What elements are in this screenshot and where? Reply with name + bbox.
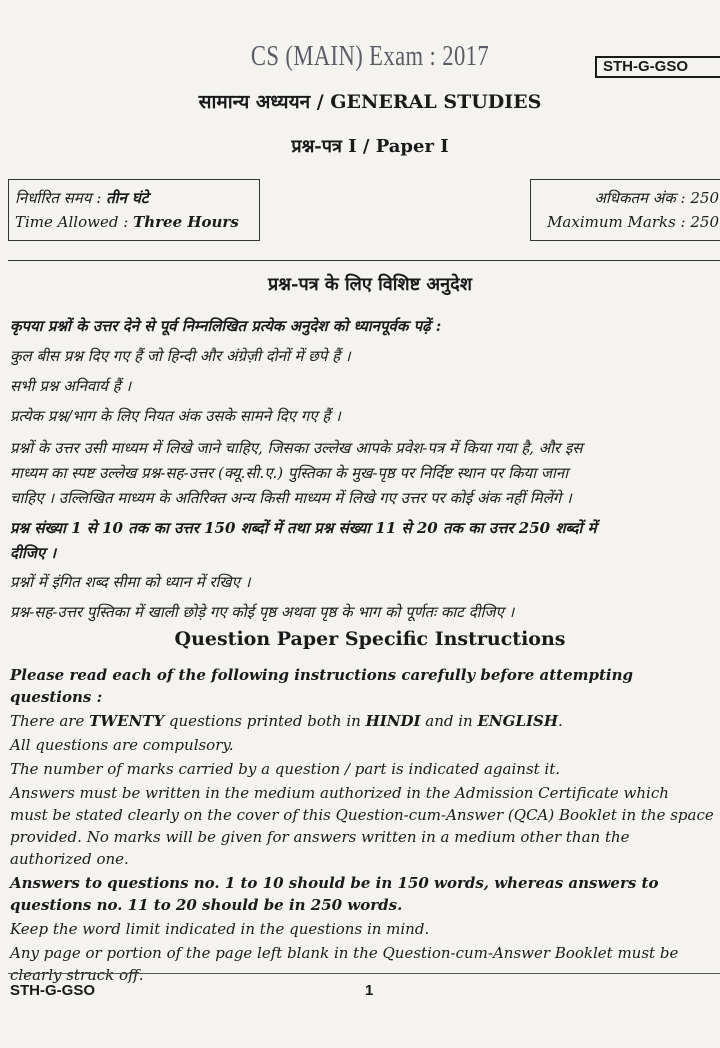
hindi-line-10: प्रश्नों में इंगित शब्द सीमा को ध्यान में रखिए । <box>10 573 251 591</box>
english-medium-2: must be stated clearly on the cover of this Question-cum-Answer (QCA) Booklet in the space <box>10 806 714 824</box>
english-limit: Keep the word limit indicated in the questions in mind. <box>10 920 430 938</box>
marks-english: Maximum Marks : 250 <box>547 213 719 231</box>
qc-part-7: . <box>558 712 563 730</box>
hindi-line-4: प्रत्येक प्रश्न/भाग के लिए नियत अंक उसके सामने दिए गए हैं । <box>10 407 341 425</box>
hindi-line-8: प्रश्न संख्या 1 से 10 तक का उत्तर 150 शब्दों में तथा प्रश्न संख्या 11 से 20 तक का उत्तर 250 शब्दों में <box>10 519 597 537</box>
divider-footer <box>8 973 720 974</box>
time-hindi <box>15 186 253 210</box>
hindi-line-1: कृपया प्रश्नों के उत्तर देने से पूर्व निम्नलिखित प्रत्येक अनुदेश को ध्यानपूर्वक पढ़ें : <box>10 317 442 335</box>
time-hindi-label: निर्धारित समय : <box>15 189 102 207</box>
english-intro-2: questions : <box>10 688 103 706</box>
marks-hindi: अधिकतम अंक : 250 <box>594 189 719 207</box>
english-medium-4: authorized one. <box>10 850 129 868</box>
hindi-line-9: दीजिए । <box>10 544 57 562</box>
english-question-count <box>10 710 720 733</box>
subject-title: सामान्य अध्ययन / GENERAL STUDIES <box>198 91 542 113</box>
english-blank-1: Any page or portion of the page left blank in the Question-cum-Answer Booklet must be <box>10 944 679 962</box>
paper-title: प्रश्न-पत्र I / Paper I <box>291 136 449 157</box>
qc-hindi: HINDI <box>365 712 421 730</box>
english-words-1: Answers to questions no. 1 to 10 should be in 150 words, whereas answers to <box>10 874 659 892</box>
time-english-value: Three Hours <box>133 213 239 231</box>
qc-part-1: There are <box>10 712 90 730</box>
footer-paper-code: STH-G-GSO <box>10 982 95 999</box>
english-medium-3: provided. No marks will be given for answers written in a medium other than the <box>10 828 630 846</box>
english-compulsory: All questions are compulsory. <box>10 736 234 754</box>
max-marks-box <box>530 179 720 241</box>
english-marks-line: The number of marks carried by a question / part is indicated against it. <box>10 760 561 778</box>
english-medium-1: Answers must be written in the medium authorized in the Admission Certificate which <box>10 784 669 802</box>
english-words-2: questions no. 11 to 20 should be in 250 words. <box>10 896 403 914</box>
hindi-line-5: प्रश्नों के उत्तर उसी माध्यम में लिखे जाने चाहिए, जिसका उल्लेख आपके प्रवेश-पत्र में किया गया है, और इस <box>10 439 583 457</box>
time-hindi-value: तीन घंटे <box>106 189 149 207</box>
qc-english: ENGLISH <box>477 712 559 730</box>
qc-part-3: questions printed both in <box>164 712 366 730</box>
footer-page-number: 1 <box>365 982 374 999</box>
hindi-line-2: कुल बीस प्रश्न दिए गए हैं जो हिन्दी और अंग्रेज़ी दोनों में छपे हैं । <box>10 347 351 365</box>
time-allowed-box <box>8 179 260 241</box>
paper-code-box: STH-G-GSO <box>595 56 720 78</box>
hindi-line-11: प्रश्न-सह-उत्तर पुस्तिका में खाली छोड़े गए कोई पृष्ठ अथवा पृष्ठ के भाग को पूर्णतः काट दीजिए । <box>10 603 515 621</box>
english-instructions-heading: Question Paper Specific Instructions <box>174 628 566 650</box>
time-english <box>15 210 253 234</box>
hindi-line-6: माध्यम का स्पष्ट उल्लेख प्रश्न-सह-उत्तर (क्यू.सी.ए.) पुस्तिका के मुख-पृष्ठ पर निर्दिष्ट स्थान पर किया जाना <box>10 464 569 482</box>
hindi-instructions-heading: प्रश्न-पत्र के लिए विशिष्ट अनुदेश <box>268 274 472 295</box>
hindi-line-7: चाहिए । उल्लिखित माध्यम के अतिरिक्त अन्य किसी माध्यम में लिखे गए उत्तर पर कोई अंक नहीं मिलेंगे । <box>10 489 572 507</box>
time-english-label: Time Allowed : <box>15 213 129 231</box>
english-blank-2: clearly struck off. <box>10 966 144 984</box>
qc-part-5: and in <box>420 712 478 730</box>
divider-top <box>8 260 720 261</box>
english-intro-1: Please read each of the following instructions carefully before attempting <box>10 666 633 684</box>
hindi-line-3: सभी प्रश्न अनिवार्य हैं । <box>10 377 132 395</box>
exam-title: CS (MAIN) Exam : 2017 <box>250 40 490 72</box>
qc-twenty: TWENTY <box>89 712 165 730</box>
